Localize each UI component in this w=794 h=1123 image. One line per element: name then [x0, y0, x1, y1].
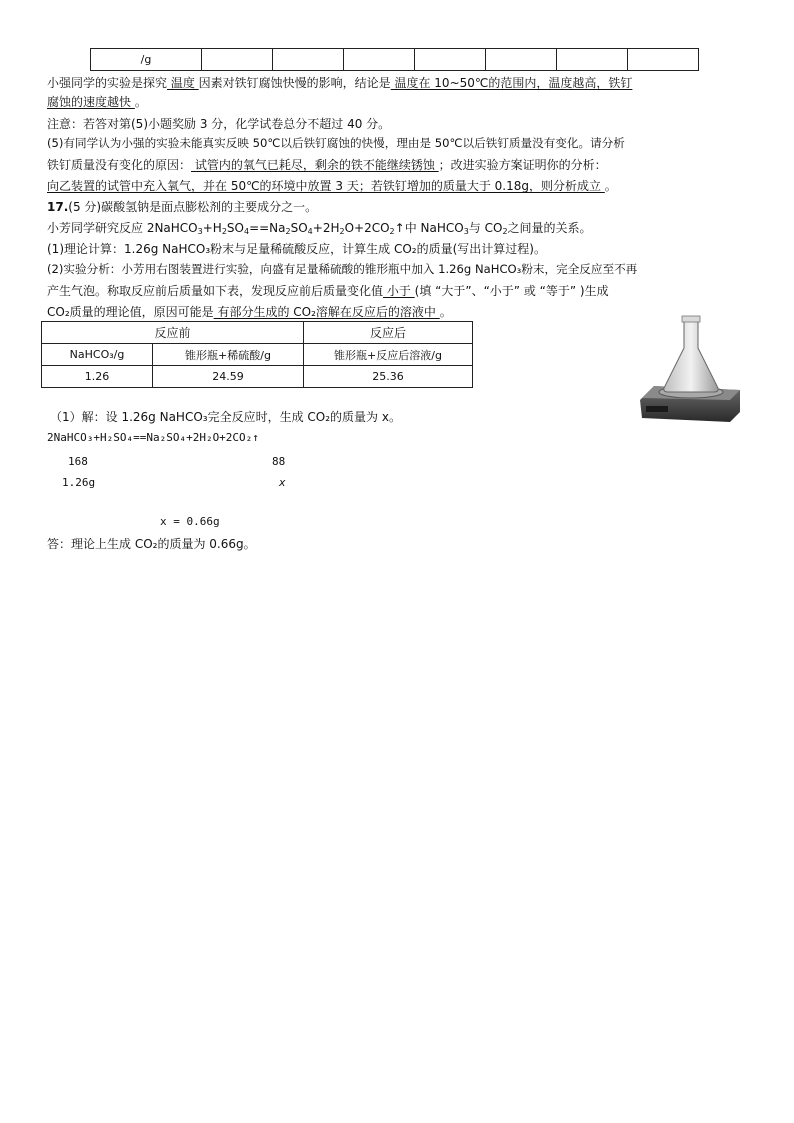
col-nahco3: NaHCO₃/g [42, 344, 153, 366]
q17-intro: 小芳同学研究反应 $2NaHCO_3+H_2SO_4==Na_2SO_4+2H_2O+2CO_2↑$中 NaHCO$_3$与 $CO_2$之间量的关系。 [47, 221, 592, 236]
solution-result: x = 0.66g [160, 515, 220, 528]
value-flask-solution: 25.36 [304, 366, 473, 388]
header-before: 反应前 [42, 322, 304, 344]
col-flask-solution: 锥形瓶+反应后溶液/g [304, 344, 473, 366]
q5-line3: 向乙装置的试管中充入氧气，并在 50℃的环境中放置 3 天；若铁钉增加的质量大于 0.18g，则分析成立 。 [47, 179, 617, 193]
flask-on-balance-image [636, 314, 744, 426]
q17-part2-line3: CO₂质量的理论值，原因可能是 有部分生成的 CO₂溶解在反应后的溶液中 。 [47, 305, 452, 319]
answer-improved-plan: 向乙装置的试管中充入氧气，并在 50℃的环境中放置 3 天；若铁钉增加的质量大于 0.18g，则分析成立 [47, 179, 605, 193]
note: 注意：若答对第(5)小题奖励 3 分，化学试卷总分不超过 40 分。 [47, 117, 391, 131]
value-flask-acid: 24.59 [153, 366, 304, 388]
answer-conclusion-a: 温度在 10~50℃的范围内，温度越高，铁钉 [390, 76, 633, 90]
solution-unknown: x [279, 476, 286, 489]
p1-line1: 小强同学的实验是探究 温度 因素对铁钉腐蚀快慢的影响，结论是 温度在 10~50℃的范围内，温度越高，铁钉 [47, 76, 633, 90]
col-flask-acid: 锥形瓶+稀硫酸/g [153, 344, 304, 366]
header-after: 反应后 [304, 322, 473, 344]
answer-conclusion-b: 腐蚀的速度越快 [47, 95, 135, 109]
solution-line1: （1）解：设 1.26g NaHCO₃完全反应时，生成 CO₂的质量为 x。 [50, 410, 401, 424]
q17-part2-line2: 产生气泡。称取反应前后质量如下表，发现反应前后质量变化值 小于 (填 “大于”、“小于” 或 “等于” )生成 [47, 284, 609, 298]
p1-line2: 腐蚀的速度越快 。 [47, 95, 147, 109]
q5-line2: 铁钉质量没有变化的原因： 试管内的氧气已耗尽，剩余的铁不能继续锈蚀 ；改进实验方案证明你的分析： [47, 158, 607, 172]
answer-less-than: 小于 [383, 284, 415, 298]
solution-equation: 2NaHCO₃+H₂SO₄==Na₂SO₄+2H₂O+2CO₂↑ [47, 431, 259, 444]
solution-molar-mass-1: 168 [68, 455, 88, 468]
q17-part2-line1: (2)实验分析：小芳用右图装置进行实验，向盛有足量稀硫酸的锥形瓶中加入 1.26g NaHCO₃粉末，完全反应至不再 [47, 262, 638, 276]
value-nahco3: 1.26 [42, 366, 153, 388]
q17-part1: (1)理论计算：1.26g NaHCO₃粉末与足量稀硫酸反应，计算生成 CO₂的质量(写出计算过程)。 [47, 242, 546, 256]
q5-line1: (5)有同学认为小强的实验未能真实反映 50℃以后铁钉腐蚀的快慢，理由是 50℃以后铁钉质量没有变化。请分析 [47, 136, 625, 150]
top-table-unit-cell: /g [91, 49, 202, 71]
q17-title: 17.(5 分)碳酸氢钠是面点膨松剂的主要成分之一。 [47, 200, 318, 214]
answer-temperature: 温度 [167, 76, 199, 90]
answer-reason: 有部分生成的 CO₂溶解在反应后的溶液中 [213, 305, 440, 319]
solution-given-mass: 1.26g [62, 476, 96, 489]
solution-answer: 答：理论上生成 CO₂的质量为 0.66g。 [47, 537, 256, 551]
solution-molar-mass-2: 88 [272, 455, 286, 468]
mass-data-table [41, 321, 473, 388]
top-table-fragment [90, 48, 699, 71]
answer-oxygen-exhausted: 试管内的氧气已耗尽，剩余的铁不能继续锈蚀 [191, 158, 439, 172]
